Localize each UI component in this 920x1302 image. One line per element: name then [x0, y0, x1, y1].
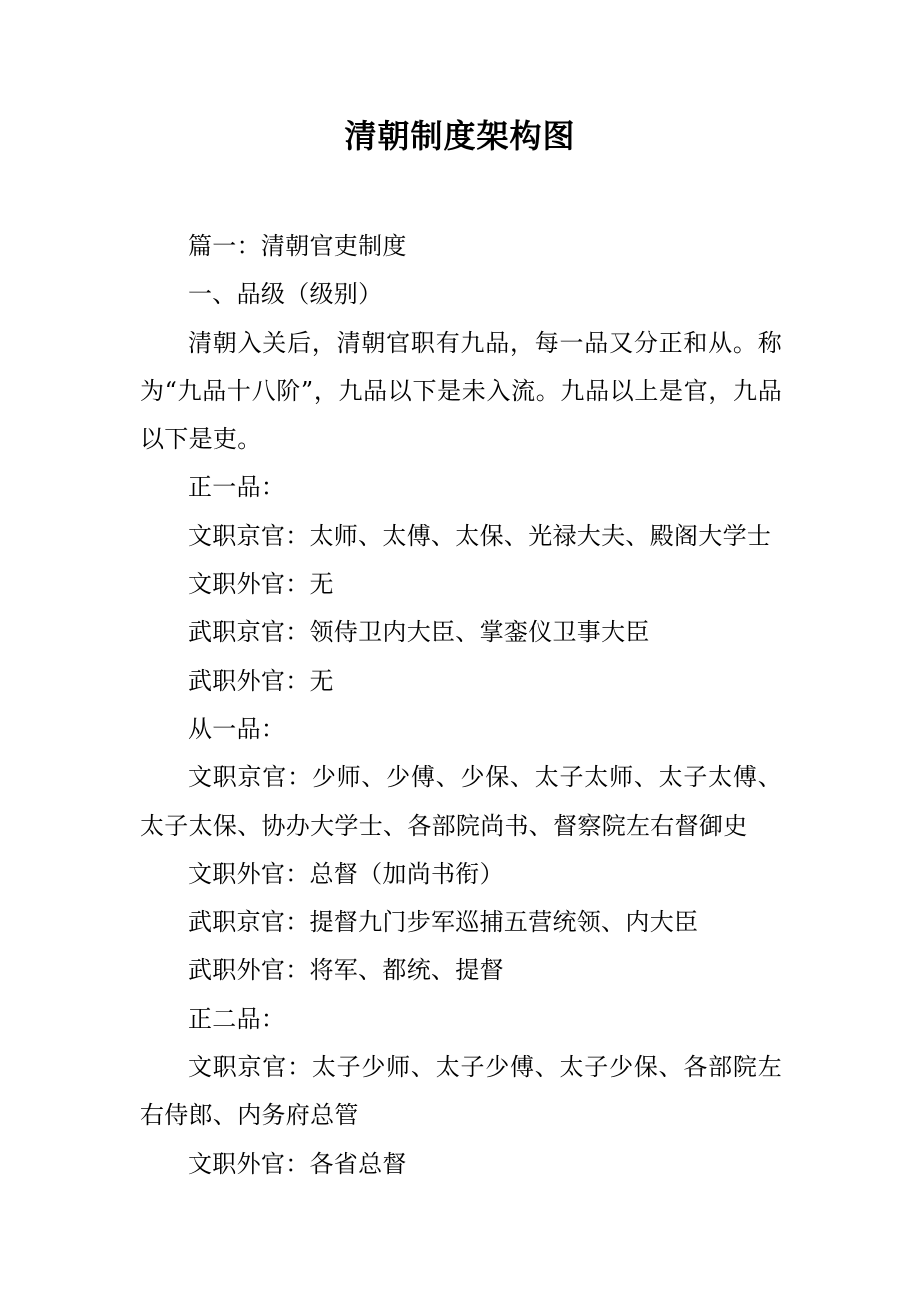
- rank-entry: 武职京官：领侍卫内大臣、掌銮仪卫事大臣: [188, 618, 650, 647]
- rank-entry: 文职京官：少师、少傅、少保、太子太师、太子太傅、太子太保、协办大学士、各部院尚书、督察院左右督御史: [140, 763, 782, 840]
- rank-entry: 文职外官：无: [188, 570, 334, 599]
- rank-entry: 文职外官：各省总督: [188, 1149, 407, 1178]
- rank-entry: 文职外官：总督（加尚书衔）: [188, 859, 504, 888]
- rank-entry: 文职京官：太师、太傅、太保、光禄大夫、殿阁大学士: [188, 521, 772, 550]
- document-title: 清朝制度架构图: [344, 117, 576, 155]
- rank-entry: 文职京官：太子少师、太子少傅、太子少保、各部院左右侍郎、内务府总管: [140, 1053, 782, 1130]
- rank-entry: 武职京官：提督九门步军巡捕五营统领、内大臣: [188, 908, 699, 937]
- rank-heading: 正一品：: [188, 473, 286, 502]
- rank-entry: 武职外官：无: [188, 666, 334, 695]
- document-body: [140, 222, 782, 1188]
- intro-paragraph: 清朝入关后，清朝官职有九品，每一品又分正和从。称为“九品十八阶”，九品以下是未入流。九品以上是官，九品以下是吏。: [140, 328, 782, 454]
- rank-heading: 正二品：: [188, 1004, 286, 1033]
- rank-heading: 从一品：: [188, 714, 286, 743]
- subsection-heading: 一、品级（级别）: [188, 280, 383, 309]
- rank-entry: 武职外官：将军、都统、提督: [188, 956, 504, 985]
- section-heading: 篇一：清朝官吏制度: [188, 232, 407, 260]
